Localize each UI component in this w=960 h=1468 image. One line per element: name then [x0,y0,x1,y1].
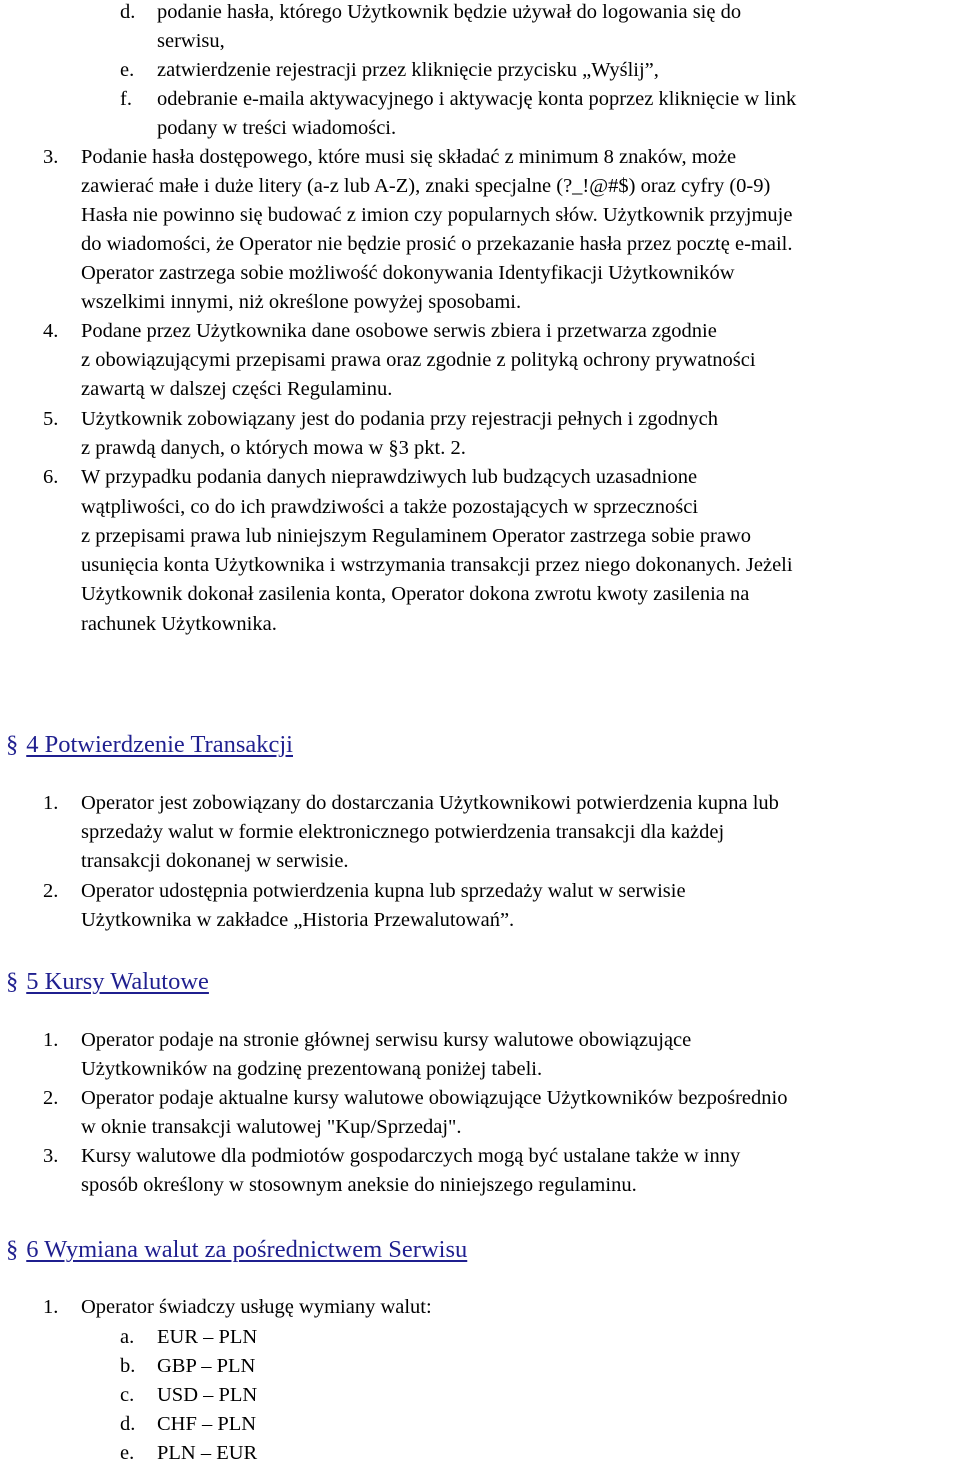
paragraph-line: Hasła nie powinno się budować z imion czy popularnych słów. Użytkownik przyjmuje [81,204,793,226]
list-marker: e. [120,59,135,81]
sublist-marker: d. [120,1413,136,1435]
section-heading [6,1234,467,1266]
list-marker: 2. [43,880,59,902]
paragraph-line: z przepisami prawa lub niniejszym Regulaminem Operator zastrzega sobie prawo [81,525,751,547]
paragraph-line: Podanie hasła dostępowego, które musi się składać z minimum 8 znaków, może [81,146,737,168]
paragraph-line: Operator udostępnia potwierdzenia kupna lub sprzedaży walut w serwisie [81,880,686,902]
list-marker: 1. [43,792,59,814]
paragraph-line: rachunek Użytkownika. [81,613,277,635]
section-title: 4 Potwierdzenie Transakcji [26,731,293,758]
list-marker: 4. [43,320,59,342]
paragraph-line: Operator zastrzega sobie możliwość dokonywania Identyfikacji Użytkowników [81,262,735,284]
paragraph-line: Użytkownik zobowiązany jest do podania przy rejestracji pełnych i zgodnych [81,408,719,430]
paragraph-line: zawartą w dalszej części Regulaminu. [81,378,393,400]
list-item-text: odebranie e-maila aktywacyjnego i aktywację konta poprzez kliknięcie w link [157,88,797,110]
paragraph-line: sprzedaży walut w formie elektronicznego potwierdzenia transakcji dla każdej [81,821,725,843]
paragraph-line: z obowiązującymi przepisami prawa oraz zgodnie z polityką ochrony prywatności [81,349,756,371]
list-item-text: serwisu, [157,30,225,52]
paragraph-line: Kursy walutowe dla podmiotów gospodarczych mogą być ustalane także w inny [81,1145,741,1167]
paragraph-line: Operator świadczy usługę wymiany walut: [81,1296,432,1318]
list-marker: 3. [43,146,59,168]
paragraph-line: zawierać małe i duże litery (a-z lub A-Z), znaki specjalne (?_!@#$) oraz cyfry (0-9) [81,175,771,197]
list-marker: d. [120,1,136,23]
sublist-marker: e. [120,1442,135,1464]
list-item-text: podany w treści wiadomości. [157,117,397,139]
currency-pair: GBP – PLN [157,1355,256,1377]
paragraph-line: transakcji dokonanej w serwisie. [81,850,349,872]
section-marker: § [6,968,19,995]
paragraph-line: z prawdą danych, o których mowa w §3 pkt. 2. [81,437,466,459]
currency-pair: CHF – PLN [157,1413,257,1435]
paragraph-line: usunięcia konta Użytkownika i wstrzymania transakcji przez niego dokonanych. Jeżeli [81,554,793,576]
section-heading [6,729,293,761]
list-marker: 6. [43,466,59,488]
list-marker: 5. [43,408,59,430]
list-marker: f. [120,88,132,110]
list-marker: 2. [43,1087,59,1109]
paragraph-line: Podane przez Użytkownika dane osobowe serwis zbiera i przetwarza zgodnie [81,320,717,342]
section-marker: § [6,1236,19,1263]
list-marker: 1. [43,1296,59,1318]
paragraph-line: wątpliwości, co do ich prawdziwości a także pozostających w sprzeczności [81,496,699,518]
paragraph-line: Operator jest zobowiązany do dostarczania Użytkownikowi potwierdzenia kupna lub [81,792,779,814]
paragraph-line: Użytkownik dokonał zasilenia konta, Operator dokona zwrotu kwoty zasilenia na [81,583,750,605]
list-marker: 3. [43,1145,59,1167]
paragraph-line: Użytkowników na godzinę prezentowaną poniżej tabeli. [81,1058,543,1080]
paragraph-line: do wiadomości, że Operator nie będzie prosić o przekazanie hasła przez pocztę e-mail. [81,233,793,255]
paragraph-line: Operator podaje na stronie głównej serwisu kursy walutowe obowiązujące [81,1029,692,1051]
paragraph-line: sposób określony w stosownym aneksie do niniejszego regulaminu. [81,1174,637,1196]
section-marker: § [6,731,19,758]
paragraph-line: wszelkimi innymi, niż określone powyżej sposobami. [81,291,522,313]
sublist-marker: a. [120,1326,135,1348]
currency-pair: EUR – PLN [157,1326,258,1348]
paragraph-line: w oknie transakcji walutowej "Kup/Sprzedaj". [81,1116,462,1138]
list-item-text: zatwierdzenie rejestracji przez kliknięcie przycisku „Wyślij”, [157,59,659,81]
section-heading [6,966,209,998]
paragraph-line: Operator podaje aktualne kursy walutowe obowiązujące Użytkowników bezpośrednio [81,1087,788,1109]
paragraph-line: W przypadku podania danych nieprawdziwych lub budzących uzasadnione [81,466,698,488]
list-marker: 1. [43,1029,59,1051]
list-item-text: podanie hasła, którego Użytkownik będzie używał do logowania się do [157,1,742,23]
sublist-marker: c. [120,1384,135,1406]
sublist-marker: b. [120,1355,136,1377]
section-title: 6 Wymiana walut za pośrednictwem Serwisu [26,1236,468,1263]
paragraph-line: Użytkownika w zakładce „Historia Przewalutowań”. [81,909,515,931]
currency-pair: USD – PLN [157,1384,258,1406]
currency-pair: PLN – EUR [157,1442,258,1464]
section-title: 5 Kursy Walutowe [26,968,209,995]
